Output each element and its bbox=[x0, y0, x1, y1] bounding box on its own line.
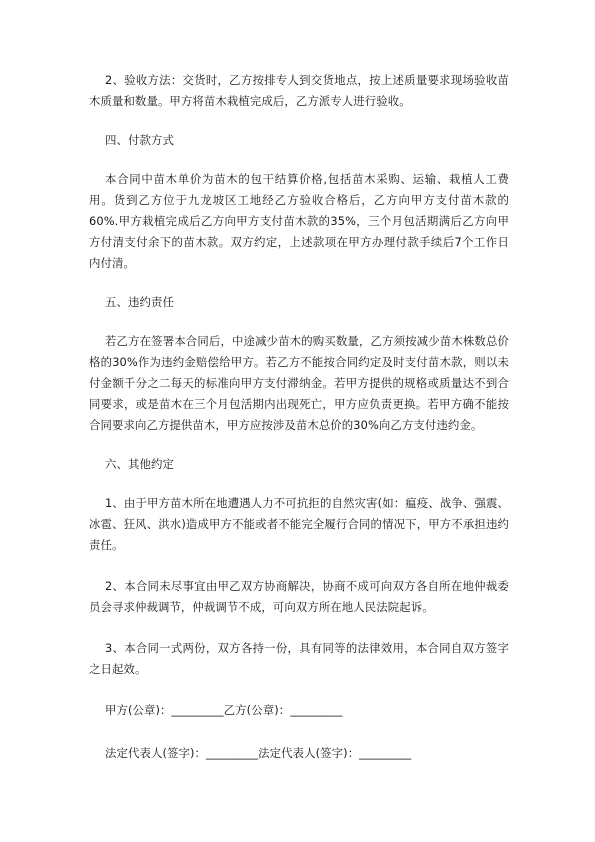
breach-paragraph: 若乙方在签署本合同后，中途减少苗木的购买数量，乙方须按减少苗木株数总价格的30%作为违约金赔偿给甲方。若乙方不能按合同约定及时支付苗木款，则以未付金额千分之二每天的标准向甲方支付滞纳金。若甲方提供的规格或质量达不到合同要求，或是苗木在三个月包活期内出现死亡，甲方应负责更换。若甲方确不能按合同要求向乙方提供苗木，甲方应按涉及苗木总价的30%向乙方支付违约金。 bbox=[89, 334, 509, 432]
acceptance-method-paragraph: 2、验收方法：交货时，乙方按排专人到交货地点，按上述质量要求现场验收苗木质量和数量。甲方将苗木栽植完成后，乙方派专人进行验收。 bbox=[89, 73, 509, 108]
document-body bbox=[89, 70, 509, 764]
section-heading-payment: 四、付款方式 bbox=[105, 133, 174, 147]
section-heading-other: 六、其他约定 bbox=[105, 457, 174, 471]
section-heading-breach: 五、违约责任 bbox=[105, 295, 174, 309]
signature-representative-line: 法定代表人(签字)：_________法定代表人(签字)：_________ bbox=[105, 746, 412, 760]
payment-paragraph: 本合同中苗木单价为苗木的包干结算价格,包括苗木采购、运输、栽植人工费用。货到乙方位于九龙坡区工地经乙方验收合格后，乙方向甲方支付苗木款的60%.甲方栽植完成后乙方向甲方支付苗木款的35%，三个月包活期满后乙方向甲方付清支付余下的苗木款。双方约定，上述款项在甲方办理付款手续后7个工作日内付清。 bbox=[89, 172, 509, 270]
signature-seal-line: 甲方(公章)：_________乙方(公章)：_________ bbox=[105, 703, 343, 717]
dispute-paragraph: 2、本合同未尽事宜由甲乙双方协商解决，协商不成可向双方各自所在地仲裁委员会寻求仲裁调节，仲裁调节不成，可向双方所在地人民法院起诉。 bbox=[89, 579, 509, 614]
copies-paragraph: 3、本合同一式两份，双方各持一份，具有同等的法律效用，本合同自双方签字之日起效。 bbox=[89, 641, 509, 676]
force-majeure-paragraph: 1、由于甲方苗木所在地遭遇人力不可抗拒的自然灾害(如：瘟疫、战争、强震、冰雹、狂风、洪水)造成甲方不能或者不能完全履行合同的情况下，甲方不承担违约责任。 bbox=[89, 496, 509, 552]
